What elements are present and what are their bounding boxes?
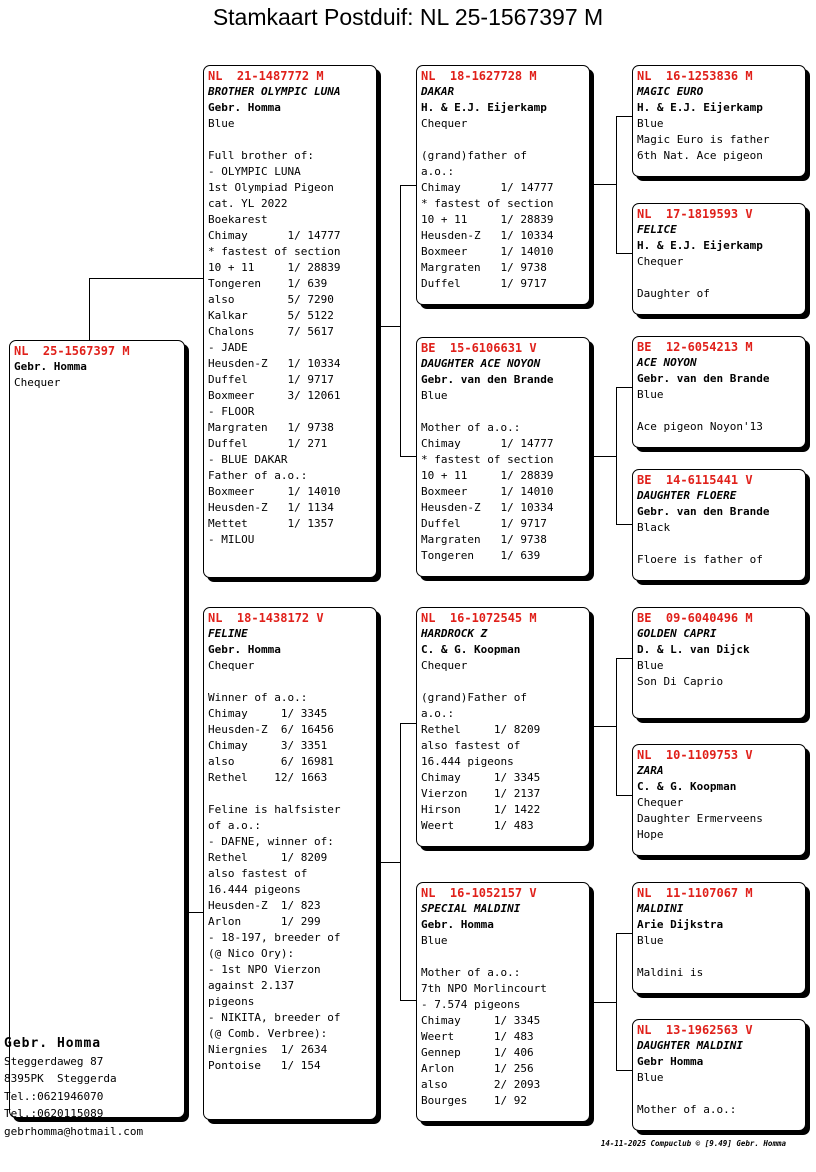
note-line: Heusden-Z 1/ 10334 [208, 357, 341, 370]
note-line: pigeons [208, 995, 255, 1008]
connector-line [594, 184, 616, 185]
note-line: a.o.: [421, 707, 455, 720]
note-line: also 5/ 7290 [208, 293, 334, 306]
pigeon-name: DAUGHTER FLOERE [637, 489, 737, 502]
note-line: - BLUE DAKAR [208, 453, 288, 466]
connector-line [400, 723, 417, 724]
note-line: Margraten 1/ 9738 [421, 533, 547, 546]
pigeon-color: Blue [637, 934, 664, 947]
pigeon-name: FELINE [208, 627, 248, 640]
pigeon-color: Chequer [637, 796, 684, 809]
ring-number: NL 13-1962563 V [637, 1023, 753, 1037]
ring-number: BE 15-6106631 V [421, 341, 537, 355]
connector-line [616, 658, 633, 659]
note-line: also fastest of [421, 739, 521, 752]
note-line: Boxmeer 1/ 14010 [208, 485, 341, 498]
ring-number: BE 09-6040496 M [637, 611, 753, 625]
note-line: of a.o.: [208, 819, 261, 832]
connector-line [89, 278, 90, 340]
pigeon-color: Blue [637, 388, 664, 401]
ring-number: NL 16-1253836 M [637, 69, 753, 83]
pigeon-owner: C. & G. Koopman [421, 643, 521, 656]
pigeon-name: SPECIAL MALDINI [421, 902, 521, 915]
note-line [637, 949, 801, 965]
note-line: Father of a.o.: [208, 469, 308, 482]
pigeon-name: GOLDEN CAPRI [637, 627, 717, 640]
pigeon-card-ffm [632, 203, 806, 315]
note-line: Mettet 1/ 1357 [208, 517, 334, 530]
note-line: also 2/ 2093 [421, 1078, 541, 1091]
note-line: against 2.137 [208, 979, 295, 992]
note-line: Chimay 1/ 14777 [208, 229, 341, 242]
pigeon-card-mother-mother [416, 882, 590, 1122]
connector-line [594, 456, 616, 457]
pigeon-owner: Gebr. Homma [208, 643, 281, 656]
note-line [421, 132, 585, 148]
note-line: Duffel 1/ 9717 [421, 517, 547, 530]
note-line: Mother of a.o.: [421, 421, 521, 434]
pigeon-name: DAUGHTER ACE NOYON [421, 357, 541, 370]
connector-line [616, 933, 633, 934]
note-line: Boekarest [208, 213, 268, 226]
note-line: Kalkar 5/ 5122 [208, 309, 334, 322]
note-line: * fastest of section [421, 453, 554, 466]
connector-line [400, 185, 401, 457]
note-line: - OLYMPIC LUNA [208, 165, 301, 178]
ring-number: NL 16-1052157 V [421, 886, 537, 900]
note-line: Rethel 12/ 1663 [208, 771, 328, 784]
pigeon-owner: Gebr. Homma [208, 101, 281, 114]
note-line: (@ Nico Ory): [208, 947, 295, 960]
pigeon-owner: Gebr. van den Brande [421, 373, 554, 386]
connector-line [616, 658, 617, 796]
pigeon-card-mmm [632, 1019, 806, 1131]
note-line: (@ Comb. Verbree): [208, 1027, 328, 1040]
note-line: 16.444 pigeons [421, 755, 514, 768]
pigeon-name: ZARA [637, 764, 664, 777]
note-line: Boxmeer 1/ 14010 [421, 485, 554, 498]
pigeon-name: MAGIC EURO [637, 85, 704, 98]
pigeon-owner: Gebr. van den Brande [637, 505, 770, 518]
note-line: (grand)Father of [421, 691, 527, 704]
note-line [637, 1086, 801, 1102]
note-line: Duffel 1/ 271 [208, 437, 328, 450]
note-line: Daughter of [637, 287, 710, 300]
note-line: Gennep 1/ 406 [421, 1046, 534, 1059]
pigeon-owner: D. & L. van Dijck [637, 643, 750, 656]
note-line: Boxmeer 1/ 14010 [421, 245, 554, 258]
connector-line [380, 862, 400, 863]
note-line: also fastest of [208, 867, 308, 880]
pigeon-color: Blue [421, 389, 448, 402]
pigeon-name: MALDINI [637, 902, 684, 915]
note-line [637, 536, 801, 552]
connector-line [616, 1070, 633, 1071]
pigeon-color: Blue [421, 934, 448, 947]
pigeon-name: DAKAR [421, 85, 455, 98]
note-line: 10 + 11 1/ 28839 [421, 469, 554, 482]
connector-line [616, 387, 617, 525]
note-line: 1st Olympiad Pigeon [208, 181, 334, 194]
note-line: Arlon 1/ 256 [421, 1062, 534, 1075]
note-line [637, 270, 801, 286]
note-line: * fastest of section [421, 197, 554, 210]
note-line: Arlon 1/ 299 [208, 915, 321, 928]
note-line: Magic Euro is father [637, 133, 770, 146]
note-line: Heusden-Z 1/ 10334 [421, 229, 554, 242]
note-line: also 6/ 16981 [208, 755, 334, 768]
pigeon-name: FELICE [637, 223, 677, 236]
note-line: Mother of a.o.: [421, 966, 521, 979]
note-line [637, 403, 801, 419]
note-line: - NIKITA, breeder of [208, 1011, 341, 1024]
pigeon-color: Chequer [14, 376, 61, 389]
note-line [421, 404, 585, 420]
note-line: Chimay 3/ 3351 [208, 739, 328, 752]
note-line: - MILOU [208, 533, 255, 546]
note-line: Weert 1/ 483 [421, 819, 534, 832]
note-line: Heusden-Z 1/ 10334 [421, 501, 554, 514]
note-line: cat. YL 2022 [208, 197, 288, 210]
connector-line [400, 185, 417, 186]
note-line: Floere is father of [637, 553, 763, 566]
note-line: Niergnies 1/ 2634 [208, 1043, 328, 1056]
note-line: (grand)father of [421, 149, 527, 162]
note-line: Chimay 1/ 14777 [421, 181, 554, 194]
note-line: a.o.: [421, 165, 455, 178]
pigeon-owner: H. & E.J. Eijerkamp [637, 239, 763, 252]
pigeon-color: Blue [637, 117, 664, 130]
pigeon-card-mother-father [416, 607, 590, 847]
note-line: Daughter Ermerveens [637, 812, 763, 825]
pigeon-card-subject [9, 340, 185, 1118]
note-line: * fastest of section [208, 245, 341, 258]
pigeon-name: DAUGHTER MALDINI [637, 1039, 743, 1052]
note-line [208, 132, 372, 148]
ring-number: NL 18-1438172 V [208, 611, 324, 625]
ring-number: NL 17-1819593 V [637, 207, 753, 221]
pigeon-color: Chequer [421, 117, 468, 130]
pigeon-card-fff [632, 65, 806, 177]
note-line: Tongeren 1/ 639 [208, 277, 328, 290]
pigeon-name: HARDROCK Z [421, 627, 488, 640]
note-line: Chimay 1/ 3345 [421, 771, 541, 784]
ring-number: NL 11-1107067 M [637, 886, 753, 900]
note-line: Rethel 1/ 8209 [208, 851, 328, 864]
connector-line [616, 933, 617, 1071]
note-line: Bourges 1/ 92 [421, 1094, 527, 1107]
note-line [421, 949, 585, 965]
pigeon-owner: Gebr. Homma [421, 918, 494, 931]
note-line: Full brother of: [208, 149, 314, 162]
note-line: 10 + 11 1/ 28839 [208, 261, 341, 274]
note-line: Heusden-Z 1/ 1134 [208, 501, 334, 514]
note-line: 6th Nat. Ace pigeon [637, 149, 763, 162]
pigeon-card-mff [632, 607, 806, 719]
page-title: Stamkaart Postduif: NL 25-1567397 M [212, 4, 604, 30]
pigeon-color: Blue [637, 1071, 664, 1084]
pigeon-color: Blue [208, 117, 235, 130]
pigeon-color: Chequer [421, 659, 468, 672]
pigeon-card-mfm [632, 744, 806, 856]
note-line [208, 674, 372, 690]
connector-line [594, 726, 616, 727]
breeder-phone: Tel.:0621946070 [4, 1089, 104, 1103]
connector-line [616, 795, 633, 796]
breeder-postcode: 8395PK Steggerda [4, 1072, 117, 1085]
note-line: - 18-197, breeder of [208, 931, 341, 944]
ring-number: BE 14-6115441 V [637, 473, 753, 487]
connector-line [616, 116, 633, 117]
connector-line [616, 524, 633, 525]
connector-line [594, 1002, 616, 1003]
footer-text: 14-11-2025 Compuclub © [9.49] Gebr. Homma [600, 1139, 786, 1148]
note-line: 7th NPO Morlincourt [421, 982, 547, 995]
note-line: - FLOOR [208, 405, 255, 418]
pigeon-owner: C. & G. Koopman [637, 780, 737, 793]
pigeon-card-father [203, 65, 377, 578]
pigeon-name: BROTHER OLYMPIC LUNA [208, 85, 341, 98]
pigeon-color: Black [637, 521, 671, 534]
ring-number: BE 12-6054213 M [637, 340, 753, 354]
note-line: - 1st NPO Vierzon [208, 963, 321, 976]
breeder-info [4, 1035, 143, 1140]
ring-number: NL 21-1487772 M [208, 69, 324, 83]
note-line: Vierzon 1/ 2137 [421, 787, 541, 800]
note-line: Chimay 1/ 3345 [208, 707, 328, 720]
connector-line [616, 116, 617, 254]
ring-number: NL 25-1567397 M [14, 344, 130, 358]
connector-line [400, 1000, 417, 1001]
ring-number: NL 18-1627728 M [421, 69, 537, 83]
pigeon-card-fmf [632, 336, 806, 448]
connector-line [616, 253, 633, 254]
note-line: - DAFNE, winner of: [208, 835, 334, 848]
note-line: - JADE [208, 341, 248, 354]
pigeon-card-father-mother [416, 337, 590, 577]
connector-line [380, 326, 400, 327]
connector-line [616, 387, 633, 388]
note-line: Heusden-Z 6/ 16456 [208, 723, 334, 736]
ring-number: NL 10-1109753 V [637, 748, 753, 762]
connector-line [400, 723, 401, 1001]
note-line: Weert 1/ 483 [421, 1030, 534, 1043]
pigeon-color: Chequer [637, 255, 684, 268]
pigeon-card-mmf [632, 882, 806, 994]
note-line: Hirson 1/ 1422 [421, 803, 541, 816]
pigeon-color: Blue [637, 659, 664, 672]
note-line: 16.444 pigeons [208, 883, 301, 896]
note-line: Boxmeer 3/ 12061 [208, 389, 341, 402]
note-line: 10 + 11 1/ 28839 [421, 213, 554, 226]
note-line [208, 786, 372, 802]
pigeon-owner: Arie Dijkstra [637, 918, 724, 931]
note-line: Maldini is [637, 966, 704, 979]
connector-line [400, 456, 417, 457]
connector-line [89, 278, 204, 279]
note-line: Rethel 1/ 8209 [421, 723, 541, 736]
breeder-email: gebrhomma@hotmail.com [4, 1124, 144, 1138]
breeder-address: Steggerdaweg 87 [4, 1054, 104, 1068]
pigeon-card-mother [203, 607, 377, 1120]
note-line: Chimay 1/ 14777 [421, 437, 554, 450]
pigeon-color: Chequer [208, 659, 255, 672]
note-line: Hope [637, 828, 664, 841]
note-line: Chalons 7/ 5617 [208, 325, 334, 338]
pigeon-owner: Gebr. van den Brande [637, 372, 770, 385]
pigeon-owner: Gebr Homma [637, 1055, 704, 1068]
note-line: Winner of a.o.: [208, 691, 308, 704]
note-line: Margraten 1/ 9738 [208, 421, 334, 434]
breeder-phone: Tel.:0620115089 [4, 1107, 104, 1120]
note-line: Ace pigeon Noyon'13 [637, 420, 763, 433]
note-line: Heusden-Z 1/ 823 [208, 899, 321, 912]
note-line: Pontoise 1/ 154 [208, 1059, 321, 1072]
note-line: Chimay 1/ 3345 [421, 1014, 541, 1027]
note-line [421, 674, 585, 690]
breeder-name: Gebr. Homma [4, 1036, 102, 1051]
note-line: Feline is halfsister [208, 803, 341, 816]
pigeon-name: ACE NOYON [637, 356, 697, 369]
note-line: - 7.574 pigeons [421, 998, 521, 1011]
note-line: Son Di Caprio [637, 675, 724, 688]
note-line: Duffel 1/ 9717 [421, 277, 547, 290]
pigeon-owner: H. & E.J. Eijerkamp [637, 101, 763, 114]
pigeon-card-father-father [416, 65, 590, 305]
ring-number: NL 16-1072545 M [421, 611, 537, 625]
note-line: Mother of a.o.: [637, 1103, 737, 1116]
note-line: Margraten 1/ 9738 [421, 261, 547, 274]
note-line: Duffel 1/ 9717 [208, 373, 334, 386]
pigeon-owner: H. & E.J. Eijerkamp [421, 101, 547, 114]
pigeon-card-fmm [632, 469, 806, 581]
note-line: Tongeren 1/ 639 [421, 549, 541, 562]
pigeon-owner: Gebr. Homma [14, 360, 87, 373]
